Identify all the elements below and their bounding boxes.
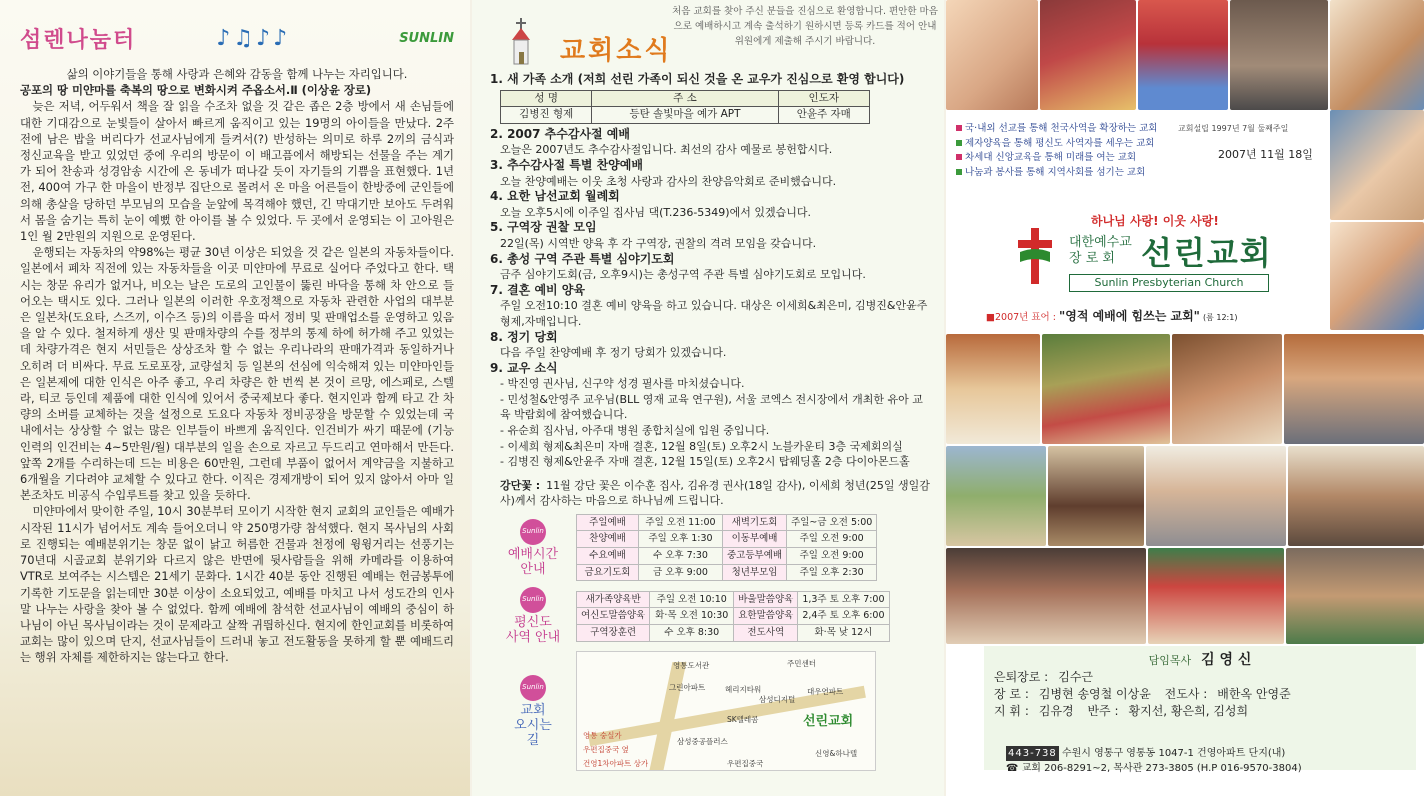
- worship-schedule-label: [490, 519, 576, 577]
- mission-item: [956, 137, 1157, 152]
- table-cell: 바울말씀양육: [734, 591, 798, 608]
- staff-label: 전도사 :: [1164, 687, 1208, 701]
- staff-label: 은퇴장로 :: [994, 670, 1049, 684]
- photo-collage-image: [1146, 446, 1286, 546]
- table-cell: 새가족양육반: [577, 591, 650, 608]
- pastor-role: 담임목사: [1148, 654, 1192, 667]
- motto-text: "영적 예배에 힘쓰는 교회": [1058, 309, 1200, 323]
- bullet-square-icon: [956, 125, 962, 131]
- news-list: [490, 72, 930, 771]
- photo-collage-image: [1048, 446, 1144, 546]
- table-cell: 수 오후 7:30: [639, 548, 723, 565]
- altar-flowers: [490, 478, 930, 508]
- map-label: 헤리지타워: [725, 685, 762, 695]
- table-cell: 화·목 낮 12시: [798, 625, 889, 642]
- table-header: 인도자: [778, 90, 869, 107]
- altar-flowers-text: 11월 강단 꽃은 이수훈 집사, 김유경 권사(18일 감사), 이세희 청년(25일 생일감사)께서 감사하는 마음으로 하나님께 드립니다.: [500, 478, 930, 507]
- news-item-title: 3. 추수감사절 특별 찬양예배: [490, 157, 643, 172]
- address-text: 수원시 영통구 영통동 1047-1 건영아파트 단지(내): [1061, 748, 1286, 759]
- lay-ministry-schedule: [490, 587, 930, 645]
- bullet-square-icon: [956, 140, 962, 146]
- church-building-icon: [510, 16, 540, 66]
- table-header: 주 소: [592, 90, 778, 107]
- new-family-table: [500, 90, 870, 124]
- photo-collage-image: [946, 0, 1038, 110]
- story-paragraph-3: 미얀마에서 맞이한 주일, 10시 30분부터 모이기 시작한 현지 교회의 교인들은 예배가 시작된 11시가 넘어서도 계속 들어오더니 약 250명가량 참석했다. 현지 목사님의 사회로 진행되는 예배분위기는 창문 없이 낡고 허름한 건물과 천정에 윙윙거리는 선풍기는 70년대 시골교회 분위기와 다르지 않은 반면에 뒷사람들을 위해 카메라를 이용하여 VTR로 보여주는 시스템은 21세기 문화다. 1시간 40분 동안 진행된 예배는 헌금봉투에 기록한 기도문을 읽는데만 30분 이상이 소요되었고, 예배를 마치고 나서 성도간의 인사말 나누는 사랑을 찾아 볼 수 없었다. 함께 예배에 참석한 선교사님이 예배의 중심이 하나님이 아닌 목사님이라는 것이 문제라고 살짝 귀띔하신다. 현지에 한인교회를 비롯하여 교회는 많이 있으며 단지, 선교사님들이 드러내 놓고 전도활동을 못하게 할 뿐 예배드리는 행위 자체를 제한하지는 않는다고 한다.: [20, 504, 454, 665]
- table-cell: 전도사역: [734, 625, 798, 642]
- table-cell: 청년부모임: [723, 564, 787, 581]
- table-cell: 주일 오전 11:00: [639, 514, 723, 531]
- member-news-line: - 민성철&안영주 교우님(BLL 영재 교육 연구원), 서울 코엑스 전시장에서 개최한 유아 교육 박람회에 참여했습니다.: [500, 392, 923, 422]
- mission-item: [956, 151, 1157, 166]
- news-item-title: 5. 구역장 권찰 모임: [490, 220, 597, 235]
- news-header: [490, 0, 938, 72]
- church-name: 선린교회: [1141, 234, 1273, 272]
- story-lead: 삶의 이야기들을 통해 사랑과 은혜와 감동을 함께 나누는 자리입니다.: [66, 67, 408, 81]
- schedule-title-line: 평신도: [514, 615, 552, 631]
- table-cell: 금요기도회: [577, 564, 639, 581]
- photo-collage-image: [1042, 334, 1170, 444]
- story-paragraph-2: 운행되는 자동차의 약98%는 평균 30년 이상은 되었을 것 같은 일본의 자동차들이다. 일본에서 폐차 직전에 있는 자동차들을 이곳 미얀마에 무료로 실어다 주었다고 한다. 택시는 창문 유리가 없거나, 비오는 날은 도로의 고인물이 뚫린 바닥을 통해 차 안으로 들어오는 택시도 있다. 그러나 일본의 이러한 우호정책으로 자동차 관련한 사업의 대부분은 일본차(도요타, 스즈끼, 이수즈 등)의 이름을 따서 정비 및 판매업소를 운영하고 있음을 알 수 있다. 철저하게 생산 및 판매차량의 수를 정부의 통제 하에 허가해 주고 있었는데 차량가격은 현지 서민들은 상상조차 할 수 없는 우리나라의 판매가격과 동일하거나 오히려 더 비싸다. 무료 도로포장, 교량설치 등 일본의 선심에 익숙해져 있는 미얀마인들은 일본제에 대한 인식은 아주 좋고, 우리 차량은 한 번씩 본 것이 르망, 에스페로, 스텔라, 티코 등인데 제품에 대한 인식에 있어서 중국제보다 좋다. 현지인과 함께 타고 간 차량의 소버를 교체하는 것을 설정으로 도요다 자동차 정비공장을 방문할 수 있었는데 국내에서는 상상할 수 없는 많은 인부들이 바쁘게 움직인다. 인건비가 싸기 때문에 (기능 인력의 인건비는 4~5만원/월) 대부분의 일을 손으로 자르고 두드리고 연마해서 만든다. 앞쪽 2개를 수리하는데 드는 비용은 60만원, 그런데 부품이 없어서 계약금을 지불하고 6개월을 기다려야 교체할 수 있다고 한다. 이직은 경제개방이 되어 있지 않아서 아마 일본조차도 비공식 수입루트를 찾고 있을 듯하다.: [20, 245, 454, 503]
- worship-schedule: [490, 514, 930, 581]
- table-cell: 수 오후 8:30: [650, 625, 734, 642]
- table-cell: 화·목 오전 10:30: [650, 608, 734, 625]
- left-panel-story: [0, 0, 470, 796]
- denomination: [1069, 235, 1132, 267]
- member-news-line: - 박진영 권사님, 신구약 성경 필사를 마치셨습니다.: [500, 377, 745, 391]
- directions-title-line: 교회: [520, 702, 546, 718]
- table-cell: 새벽기도회: [723, 514, 787, 531]
- bulletin-date: 2007년 11월 18일: [1218, 148, 1313, 161]
- table-header: 성 명: [501, 90, 592, 107]
- lay-ministry-label: [490, 587, 576, 645]
- news-item-title: 4. 요한 남선교회 월례회: [490, 189, 620, 204]
- church-cross-logo-icon: [1014, 226, 1056, 286]
- motto-reference: (롬 12:1): [1202, 313, 1238, 322]
- directions-label: [490, 675, 576, 748]
- staff-label: 장 로 :: [994, 687, 1029, 701]
- photo-collage-image: [946, 334, 1040, 444]
- table-cell: 금 오후 9:00: [639, 564, 723, 581]
- photo-collage-image: [1330, 222, 1424, 330]
- member-news-line: - 유순희 집사님, 아주대 병원 종합치실에 입원 중입니다.: [500, 424, 770, 438]
- bullet-square-icon: [956, 169, 962, 175]
- map-label: 영통도서관: [673, 661, 710, 671]
- photo-collage-image: [1286, 548, 1424, 644]
- mission-list: [956, 122, 1157, 180]
- slogan: 하나님 사랑! 이웃 사랑!: [1091, 214, 1219, 228]
- news-item-text: 주일 오전10:10 결혼 예비 양육을 하고 있습니다. 대상은 이세희&최은미, 김병진&안윤주 형제,자매입니다.: [500, 299, 928, 328]
- sunlin-badge-icon: Sunlin: [520, 587, 546, 613]
- lay-ministry-table: [576, 591, 890, 642]
- table-cell: 이동부예배: [723, 531, 787, 548]
- staff-line: [994, 686, 1406, 703]
- staff-label: 반주 :: [1087, 704, 1119, 718]
- zip-code: 443-738: [1008, 748, 1057, 759]
- mission-text: 차세대 신앙교육을 통해 미래를 여는 교회: [965, 152, 1137, 163]
- staff-value: 김유경: [1038, 704, 1074, 718]
- bullet-square-icon: [956, 154, 962, 160]
- photo-collage-image: [1330, 0, 1424, 110]
- mission-item: [956, 122, 1157, 137]
- member-news-line: - 김병진 형제&안윤주 자매 결혼, 12월 15일(토) 오후2시 탑웨딩홀 2층 다이아몬드홀: [500, 455, 910, 469]
- music-notes-icon: ♪♫♪♪: [216, 25, 291, 51]
- table-cell: 주일 오후 1:30: [639, 531, 723, 548]
- map-label: 주민센터: [787, 659, 816, 669]
- directions-title-line: 오시는: [514, 717, 552, 733]
- sunlin-badge-icon: Sunlin: [520, 675, 546, 701]
- map-label: 우편집중국 옆: [583, 745, 629, 755]
- photo-collage-image: [1284, 334, 1424, 444]
- table-cell: 수요예배: [577, 548, 639, 565]
- news-item-text: 오늘 찬양예배는 이웃 초청 사랑과 감사의 찬양음악회로 준비했습니다.: [500, 174, 837, 188]
- altar-flowers-label: 강단꽃 :: [500, 478, 541, 492]
- news-item-text: 오늘은 2007년도 추수감사절입니다. 최선의 감사 예물로 봉헌합시다.: [500, 143, 833, 157]
- photo-collage-image: [1230, 0, 1328, 110]
- worship-table: [576, 514, 877, 581]
- story-paragraph-1: 늦은 저녁, 어두워서 책을 잘 읽을 수조차 없을 것 같은 좁은 2층 방에서 새 손님들에 대한 기대감으로 눈빛들이 살아서 빠르게 움직이고 있는 19명의 아이들을 만났다. 2주전에 남은 밥을 버리다가 선교사님에게 들켜서(?) 반성하는 의미로 하루 2끼의 금식과 정신교육을 받고 있었던 중에 우리의 방문이 이 배고픔에서 해방되는 선물을 주는 계기가 되어 찬송과 성경암송 시간에 온 동네가 떠나갈 듯이 자기들의 기쁨을 표현했다. 1년 전, 400여 가구 한 마을이 반정부 집단으로 몰려서 온 마을 어른들이 한방중에 군인들에 의해 총살을 당하던 부모님의 모습을 눈앞에 목격해야 했던, 긴 막대기만 보아도 두려워서 몸을 숨기는 특히 눈이 예뻤 한 아이를 볼 수 있었다. 두 곳에서 운영되는 이 고아원은 1인 월 2만원의 지원으로 운영된다.: [20, 99, 454, 244]
- map-label: 영통 숭실가: [583, 731, 622, 741]
- directions: [490, 651, 930, 771]
- section-title: 섬렌나눔터: [20, 27, 137, 53]
- news-item-text: 금주 심야기도회(금, 오후9시)는 총성구역 주관 특별 심야기도회로 모입니다.: [500, 268, 866, 282]
- table-cell: 등탄 솔빛마을 예가 APT: [592, 107, 778, 124]
- table-cell: 여신도말씀양육: [577, 608, 650, 625]
- mission-item: [956, 166, 1157, 181]
- photo-collage-image: [1040, 0, 1136, 110]
- table-cell: 안윤주 자매: [778, 107, 869, 124]
- map-label: 삼성중공플러스: [677, 737, 728, 747]
- church-english-name: Sunlin Presbyterian Church: [1069, 274, 1269, 292]
- worship-schedule-title: [508, 547, 558, 577]
- staff-line: [994, 669, 1406, 686]
- table-cell: 주일예배: [577, 514, 639, 531]
- schedule-title-line: 사역 안내: [505, 630, 561, 646]
- news-item-title: 2. 2007 추수감사절 예배: [490, 126, 630, 141]
- map-label: 그린아파트: [669, 683, 706, 693]
- table-cell: 주일~금 오전 5:00: [787, 514, 877, 531]
- mission-text: 국·내외 선교를 통해 천국사역을 확장하는 교회: [965, 123, 1158, 134]
- member-news-line: - 이세희 형제&최은미 자매 결혼, 12월 8일(토) 오후2시 노블카운티 3층 국제회의실: [500, 439, 903, 453]
- middle-panel-news: [472, 0, 944, 796]
- news-item-text: 다음 주일 찬양예배 후 정기 당회가 있겠습니다.: [500, 346, 727, 360]
- news-item-text: 22일(목) 시역반 양육 후 각 구역장, 권찰의 격려 모임을 갖습니다.: [500, 236, 817, 250]
- staff-value: 김수근: [1058, 670, 1094, 684]
- news-item-title: 1. 새 가족 소개 (저희 선린 가족이 되신 것을 온 교우가 진심으로 환영 합니다): [490, 72, 905, 86]
- right-panel-cover: [946, 0, 1424, 796]
- table-cell: 주일 오후 2:30: [787, 564, 877, 581]
- news-item-title: 9. 교우 소식: [490, 360, 558, 375]
- mission-text: 제자양육을 통해 평신도 사역자를 세우는 교회: [965, 137, 1155, 149]
- directions-title-line: 길: [526, 732, 540, 748]
- photo-collage-image: [1148, 548, 1284, 644]
- photo-collage-image: [946, 446, 1046, 546]
- mission-text: 나눔과 봉사를 통해 지역사회를 섬기는 교회: [965, 166, 1146, 178]
- map-road: [650, 662, 687, 770]
- table-cell: 주일 오전 10:10: [650, 591, 734, 608]
- staff-value: 배한옥 안영준: [1217, 687, 1291, 701]
- staff-value: 황지선, 황은희, 김성희: [1128, 704, 1249, 718]
- story-body: [20, 66, 454, 666]
- staff-label: 지 휘 :: [994, 704, 1029, 718]
- table-cell: 주일 오전 9:00: [787, 531, 877, 548]
- lay-ministry-title: [506, 615, 560, 645]
- news-item-text: 오늘 오후5시에 이주일 집사님 댁(T.236-5349)에서 있겠습니다.: [500, 205, 811, 219]
- map-church-label: 선린교회: [803, 714, 854, 730]
- senior-pastor: [994, 652, 1406, 669]
- map-label: 건영1차아파트 상가: [583, 759, 649, 769]
- table-cell: 1,3주 토 오후 7:00: [798, 591, 889, 608]
- photo-collage-image: [1288, 446, 1424, 546]
- year-motto: [986, 307, 1237, 324]
- table-cell: 중고등부예배: [723, 548, 787, 565]
- schedule-title-line: 안내: [520, 561, 546, 577]
- table-cell: 구역장훈련: [577, 625, 650, 642]
- welcome-greeting: 처음 교회를 찾아 주신 분들을 진심으로 환영합니다. 편안한 마음으로 예배하시고 계속 출석하기 원하시면 등록 카드를 적어 안내위원에게 제출해 주시기 바랍니다.: [672, 6, 938, 47]
- denomination-line: 장 로 회: [1069, 251, 1115, 266]
- staff-line: [994, 703, 1406, 720]
- sunlin-badge-icon: Sunlin: [520, 519, 546, 545]
- phone-numbers: ☎ 교회 206-8291~2, 목사관 273-3805 (H.P 016-9570-3804): [1006, 763, 1302, 774]
- map-label: 대우연파트: [807, 687, 844, 697]
- denomination-line: 대한예수교: [1069, 235, 1132, 250]
- pastor-name: 김 영 신: [1201, 652, 1252, 668]
- photo-collage-image: [946, 548, 1146, 644]
- established-date: 교회설립 1997년 7월 둘째주일: [1178, 124, 1289, 133]
- news-item-title: 7. 결혼 예비 양육: [490, 282, 585, 297]
- schedule-title-line: 예배시간: [507, 546, 559, 562]
- news-item-title: 8. 정기 당회: [490, 329, 558, 344]
- map-label: 삼성디지털: [759, 695, 796, 705]
- staff-value: 김병현 송영철 이상윤: [1038, 687, 1151, 701]
- directions-map: [576, 651, 876, 771]
- map-label: 신영&하나텔: [815, 749, 858, 759]
- photo-collage-image: [1138, 0, 1228, 110]
- table-cell: 찬양예배: [577, 531, 639, 548]
- map-label: SK텔레콤: [727, 715, 759, 725]
- map-label: 우편집중국: [727, 759, 764, 769]
- church-address: [1006, 746, 1302, 776]
- news-title: 교회소식: [560, 36, 673, 66]
- table-cell: 요한말씀양육: [734, 608, 798, 625]
- story-subtitle: 공포의 땅 미얀마를 축복의 땅으로 변화시켜 주옵소서.Ⅱ (이상윤 장로): [20, 83, 372, 98]
- masthead: [20, 10, 454, 66]
- motto-label: ■2007년 표어 :: [986, 312, 1056, 323]
- photo-collage-image: [1172, 334, 1282, 444]
- photo-collage-image: [1330, 110, 1424, 220]
- table-cell: 주일 오전 9:00: [787, 548, 877, 565]
- table-cell: 김병진 형제: [501, 107, 592, 124]
- directions-title: [514, 703, 552, 748]
- news-item-title: 6. 총성 구역 주관 특별 심야기도회: [490, 251, 675, 266]
- brand-label: SUNLIN: [399, 30, 454, 46]
- table-cell: 2,4주 토 오후 6:00: [798, 608, 889, 625]
